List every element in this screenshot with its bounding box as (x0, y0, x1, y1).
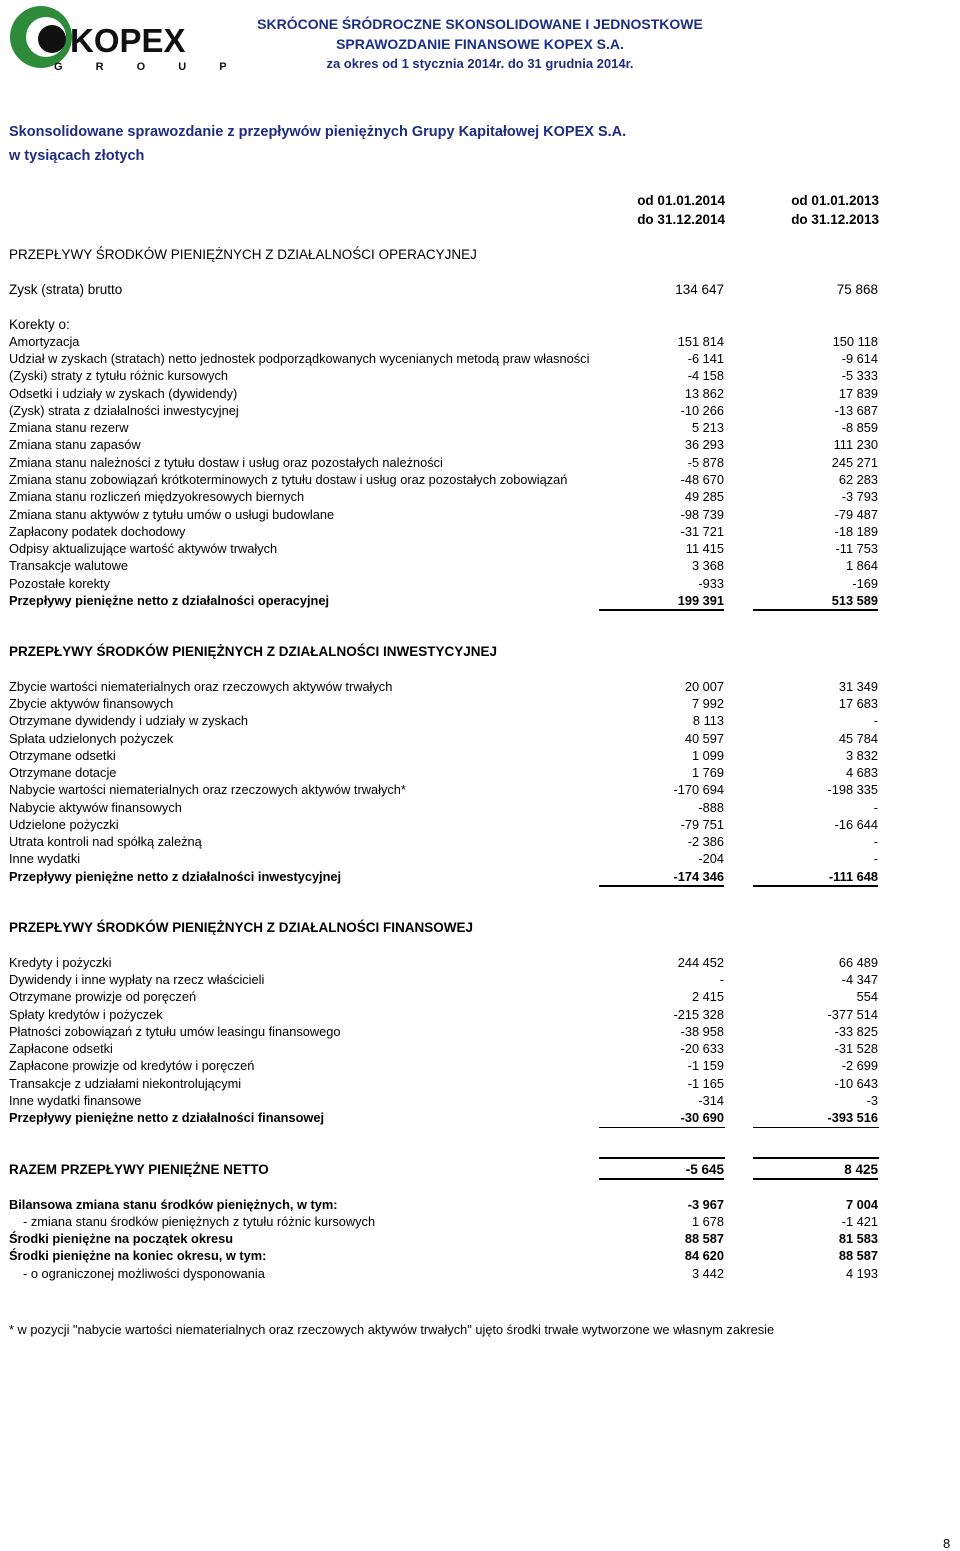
statement-title: Skonsolidowane sprawozdanie z przepływów pieniężnych Grupy Kapitałowej KOPEX S.A. (9, 124, 627, 140)
table-row: Zapłacone odsetki -20 633 -31 528 (9, 1041, 878, 1056)
table-row: Otrzymane dywidendy i udziały w zyskach 8 113 - (9, 713, 878, 728)
table-row: Nabycie wartości niematerialnych oraz rzeczowych aktywów trwałych* -170 694 -198 335 (9, 782, 878, 797)
table-row: Zmiana stanu rozliczeń międzyokresowych biernych 49 285 -3 793 (9, 489, 878, 504)
column-2013-from: od 01.01.2013 (791, 193, 879, 208)
table-row: Transakcje z udziałami niekontrolującymi -1 165 -10 643 (9, 1076, 878, 1091)
table-row: Korekty o: (9, 317, 70, 332)
table-row: Amortyzacja 151 814 150 118 (9, 334, 878, 349)
table-row: (Zyski) straty z tytułu różnic kursowych -4 158 -5 333 (9, 368, 878, 383)
footnote: * w pozycji "nabycie wartości niematerialnych oraz rzeczowych aktywów trwałych" ujęto środki trwałe wytworzone we własnym zakresie (9, 1322, 775, 1337)
table-row: Transakcje walutowe 3 368 1 864 (9, 558, 878, 573)
table-row: Zysk (strata) brutto 134 647 75 868 (9, 282, 878, 297)
table-row: Spłata udzielonych pożyczek 40 597 45 784 (9, 731, 878, 746)
table-row: Zmiana stanu należności z tytułu dostaw i usług oraz pozostałych należności -5 878 245 271 (9, 455, 878, 470)
statement-unit: w tysiącach złotych (9, 148, 145, 164)
table-row: Udzielone pożyczki -79 751 -16 644 (9, 817, 878, 832)
table-row: Zmiana stanu aktywów z tytułu umów o usługi budowlane -98 739 -79 487 (9, 507, 878, 522)
table-row: Bilansowa zmiana stanu środków pieniężnych, w tym: -3 967 7 004 (9, 1197, 878, 1212)
header-line-1: SKRÓCONE ŚRÓDROCZNE SKONSOLIDOWANE I JEDNOSTKOWE (257, 16, 703, 32)
table-row: Zbycie wartości niematerialnych oraz rzeczowych aktywów trwałych 20 007 31 349 (9, 679, 878, 694)
rule-line (599, 1127, 725, 1128)
table-row: Otrzymane dotacje 1 769 4 683 (9, 765, 878, 780)
table-row: - o ograniczonej możliwości dysponowania 3 442 4 193 (23, 1266, 878, 1281)
page-number: 8 (943, 1536, 951, 1551)
rule-line (753, 1127, 879, 1128)
table-row: Zbycie aktywów finansowych 7 992 17 683 (9, 696, 878, 711)
table-row: Zmiana stanu zapasów 36 293 111 230 (9, 437, 878, 452)
report-header (240, 14, 720, 74)
table-row: Odpisy aktualizujące wartość aktywów trwałych 11 415 -11 753 (9, 541, 878, 556)
section-heading-investing: PRZEPŁYWY ŚRODKÓW PIENIĘŻNYCH Z DZIAŁALNOŚCI INWESTYCYJNEJ (9, 644, 498, 659)
table-row: Zmiana stanu rezerw 5 213 -8 859 (9, 420, 878, 435)
logo-subtext: G R O U P (54, 61, 242, 73)
section-heading-operating: PRZEPŁYWY ŚRODKÓW PIENIĘŻNYCH Z DZIAŁALNOŚCI OPERACYJNEJ (9, 247, 477, 262)
table-row: Nabycie aktywów finansowych -888 - (9, 800, 878, 815)
section-heading-financing: PRZEPŁYWY ŚRODKÓW PIENIĘŻNYCH Z DZIAŁALNOŚCI FINANSOWEJ (9, 920, 474, 935)
kopex-logo (8, 4, 242, 73)
table-row: Zapłacony podatek dochodowy -31 721 -18 189 (9, 524, 878, 539)
table-row: Płatności zobowiązań z tytułu umów leasingu finansowego -38 958 -33 825 (9, 1024, 878, 1039)
table-row: Kredyty i pożyczki 244 452 66 489 (9, 955, 878, 970)
total-row-net: RAZEM PRZEPŁYWY PIENIĘŻNE NETTO -5 645 8 425 (9, 1161, 881, 1178)
table-row: Dywidendy i inne wypłaty na rzecz właścicieli - -4 347 (9, 972, 878, 987)
column-2014-from: od 01.01.2014 (637, 193, 725, 208)
column-header-2014 (585, 191, 725, 229)
total-row-operating: Przepływy pieniężne netto z działalności operacyjnej 199 391 513 589 (9, 592, 881, 609)
logo-text: KOPEX (70, 22, 186, 59)
table-row: Zmiana stanu zobowiązań krótkoterminowych z tytułu dostaw i usług oraz pozostałych zobowiązań -48 670 62 283 (9, 472, 878, 487)
table-row: Inne wydatki finansowe -314 -3 (9, 1093, 878, 1108)
total-row-financing: Przepływy pieniężne netto z działalności finansowej -30 690 -393 516 (9, 1110, 878, 1125)
rule-line (599, 1157, 725, 1159)
table-row: Otrzymane prowizje od poręczeń 2 415 554 (9, 989, 878, 1004)
table-row: Środki pieniężne na początek okresu 88 587 81 583 (9, 1231, 878, 1246)
table-row: Odsetki i udziały w zyskach (dywidendy) 13 862 17 839 (9, 386, 878, 401)
header-line-2: SPRAWOZDANIE FINANSOWE KOPEX S.A. (336, 36, 624, 52)
table-row: Pozostałe korekty -933 -169 (9, 576, 878, 591)
table-row: Środki pieniężne na koniec okresu, w tym: 84 620 88 587 (9, 1248, 878, 1263)
column-2013-to: do 31.12.2013 (791, 212, 879, 227)
table-row: (Zysk) strata z działalności inwestycyjnej -10 266 -13 687 (9, 403, 878, 418)
header-line-3: za okres od 1 stycznia 2014r. do 31 grudnia 2014r. (326, 56, 634, 71)
table-row: Otrzymane odsetki 1 099 3 832 (9, 748, 878, 763)
table-row: Inne wydatki -204 - (9, 851, 878, 866)
total-row-investing: Przepływy pieniężne netto z działalności inwestycyjnej -174 346 -111 648 (9, 868, 881, 885)
column-header-2013 (739, 191, 879, 229)
table-row: Udział w zyskach (stratach) netto jednostek podporządkowanych wycenianych metodą praw własności -6 141 -9 614 (9, 351, 878, 366)
table-row: - zmiana stanu środków pieniężnych z tytułu różnic kursowych 1 678 -1 421 (23, 1214, 878, 1229)
table-row: Zapłacone prowizje od kredytów i poręczeń -1 159 -2 699 (9, 1058, 878, 1073)
table-row: Utrata kontroli nad spółką zależną -2 386 - (9, 834, 878, 849)
table-row: Spłaty kredytów i pożyczek -215 328 -377 514 (9, 1007, 878, 1022)
column-2014-to: do 31.12.2014 (637, 212, 725, 227)
rule-line (753, 1157, 879, 1159)
